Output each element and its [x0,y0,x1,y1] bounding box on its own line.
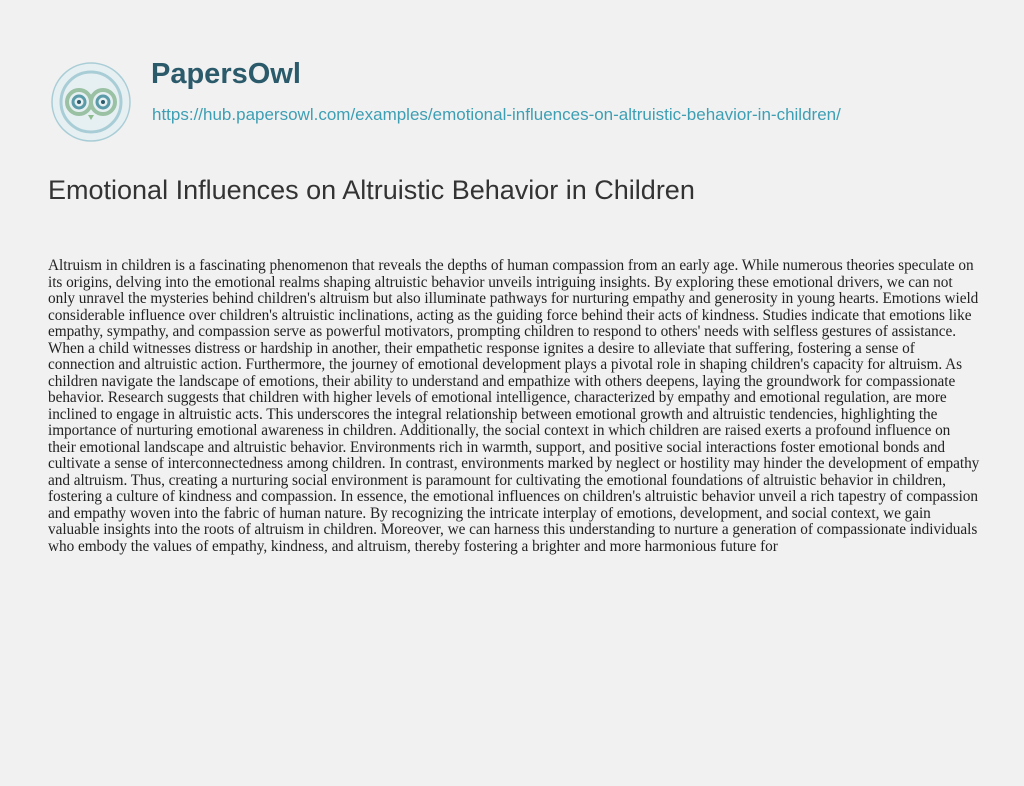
page-title: Emotional Influences on Altruistic Behavior in Children [48,175,695,205]
owl-icon [48,62,134,142]
source-url-link[interactable]: https://hub.papersowl.com/examples/emotional-influences-on-altruistic-behavior-in-children/ [152,105,841,124]
article-body: Altruism in children is a fascinating phenomenon that reveals the depths of human compassion from an early age. While numerous theories speculate on its origins, delving into the emotional realms shaping altruistic behavior unveils intriguing insights. By exploring these emotional drivers, we can not only unravel the mysteries behind children's altruism but also illuminate pathways for nurturing empathy and generosity in young hearts. Emotions wield considerable influence over children's altruistic inclinations, acting as the guiding force behind their acts of kindness. Studies indicate that emotions like empathy, sympathy, and compassion serve as powerful motivators, prompting children to respond to others' needs with selfless gestures of assistance. When a child witnesses distress or hardship in another, their empathetic response ignites a desire to alleviate that suffering, fostering a sense of connection and altruistic action. Furthermore, the journey of emotional development plays a pivotal role in shaping children's capacity for altruism. As children navigate the landscape of emotions, their ability to understand and empathize with others deepens, laying the groundwork for compassionate behavior. Research suggests that children with higher levels of emotional intelligence, characterized by empathy and emotional regulation, are more inclined to engage in altruistic acts. This underscores the integral relationship between emotional growth and altruistic tendencies, highlighting the importance of nurturing emotional awareness in children. Additionally, the social context in which children are raised exerts a profound influence on their emotional landscape and altruistic behavior. Environments rich in warmth, support, and positive social interactions foster emotional bonds and cultivate a sense of interconnectedness among children. In contrast, environments marked by neglect or hostility may hinder the development of empathy and altruism. Thus, creating a nurturing social environment is paramount for cultivating the emotional foundations of altruistic behavior in children, fostering a culture of kindness and compassion. In essence, the emotional influences on children's altruistic behavior unveil a rich tapestry of compassion and empathy woven into the fabric of human nature. By recognizing the intricate interplay of emotions, development, and social context, we gain valuable insights into the roots of altruism in children. Moreover, we can harness this understanding to nurture a generation of compassionate individuals who embody the values of empathy, kindness, and altruism, thereby fostering a brighter and more harmonious future for [48,257,980,555]
brand-name: PapersOwl [151,58,301,90]
